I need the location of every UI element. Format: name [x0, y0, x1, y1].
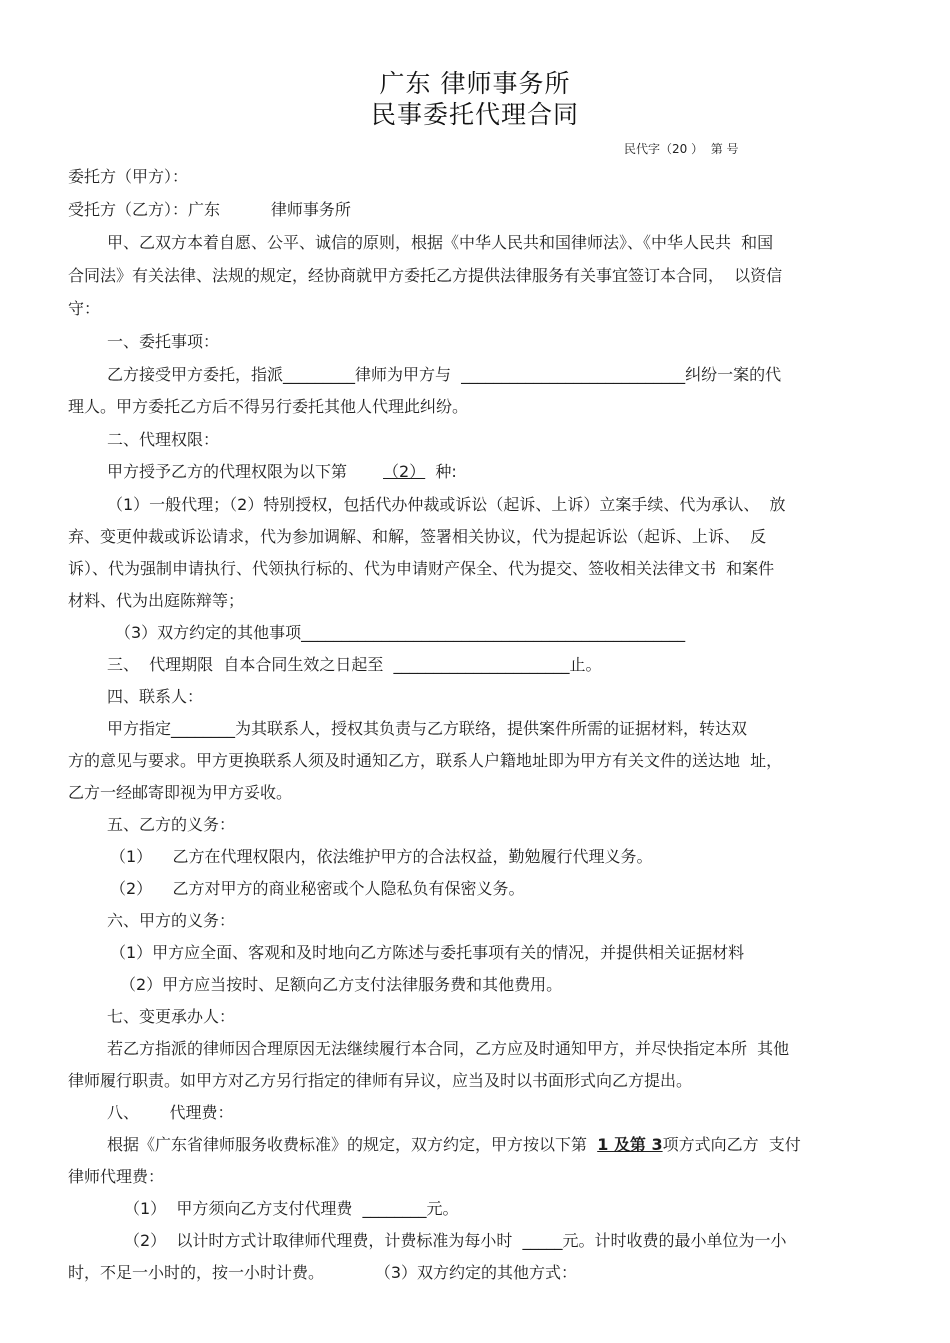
- section-2-heading: 二、代理权限：: [107, 430, 220, 449]
- section-2-line-6: （3）双方约定的其他事项________________________________________________: [115, 623, 686, 642]
- title-firm: 广东 律师事务所: [379, 69, 571, 98]
- section-5-item-1: （1） 乙方在代理权限内，依法维护甲方的合法权益，勤勉履行代理义务。: [110, 847, 653, 866]
- agent-party-line: 受托方（乙方）：广东 律师事务所: [68, 200, 351, 219]
- section-2-line-2: （1）一般代理；（2）特别授权，包括代办仲裁或诉讼（起诉、上诉）立案手续、代为承认、 放: [107, 495, 786, 514]
- section-6-item-1: （1）甲方应全面、客观和及时地向乙方陈述与委托事项有关的情况，并提供相关证据材料: [110, 943, 745, 962]
- section-5-item-2: （2） 乙方对甲方的商业秘密或个人隐私负有保密义务。: [110, 879, 525, 898]
- section-2-line-3: 弃、变更仲裁或诉讼请求，代为参加调解、和解，签署相关协议，代为提起诉讼（起诉、上诉、 反: [68, 527, 767, 546]
- section-5-heading: 五、乙方的义务：: [107, 815, 236, 834]
- section-1-line-2: 理人。甲方委托乙方后不得另行委托其他人代理此纠纷。: [68, 397, 469, 416]
- section-8-heading: 八、 代理费：: [107, 1103, 234, 1122]
- title-contract: 民事委托代理合同: [370, 100, 579, 129]
- section-2-line-4: 诉）、代为强制申请执行、代领执行标的、代为申请财产保全、代为提交、签收相关法律文书 和案件: [68, 559, 775, 578]
- section-3-line: 三、 代理期限 自本合同生效之日起至 ______________________止。: [107, 655, 602, 674]
- section-8-line-1: 根据《广东省律师服务收费标准》的规定，双方约定，甲方按以下第 1 及第 3项方式向乙方 支付: [107, 1135, 801, 1154]
- section-4-line-3: 乙方一经邮寄即视为甲方妥收。: [68, 783, 293, 802]
- section-4-heading: 四、联系人：: [107, 687, 204, 706]
- document-number: 民代字（20 ） 第 号: [624, 142, 739, 156]
- section-4-line-2: 方的意见与要求。甲方更换联系人须及时通知乙方，联系人户籍地址即为甲方有关文件的送达地 址，: [68, 751, 783, 770]
- authority-type-choice: （2）: [383, 462, 426, 481]
- section-7-line-1: 若乙方指派的律师因合理原因无法继续履行本合同，乙方应及时通知甲方，并尽快指定本所 其他: [107, 1039, 790, 1058]
- preamble-line-2: 合同法》有关法律、法规的规定，经协商就甲方委托乙方提供法律服务有关事宜签订本合同， 以资信: [68, 266, 783, 285]
- section-4-line-1: 甲方指定________为其联系人，授权其负责与乙方联络，提供案件所需的证据材料，转达双: [107, 719, 748, 738]
- section-2-line-5: 材料、代为出庭陈辩等；: [68, 591, 245, 610]
- section-8-item-2-cont: 时，不足一小时的，按一小时计费。 （3）双方约定的其他方式：: [68, 1263, 578, 1282]
- section-7-heading: 七、变更承办人：: [107, 1007, 236, 1026]
- section-8-line-2: 律师代理费：: [68, 1167, 165, 1186]
- preamble-line-1: 甲、乙双方本着自愿、公平、诚信的原则，根据《中华人民共和国律师法》、《中华人民共 和国: [107, 233, 774, 252]
- section-6-heading: 六、甲方的义务：: [107, 911, 236, 930]
- section-2-line-1: 甲方授予乙方的代理权限为以下第 （2） 种:: [107, 462, 457, 481]
- section-1-line-1: 乙方接受甲方委托，指派_________律师为甲方与 ____________________________纠纷一案的代: [107, 365, 782, 384]
- section-1-heading: 一、委托事项：: [107, 332, 220, 351]
- section-7-line-2: 律师履行职责。如甲方对乙方另行指定的律师有异议，应当及时以书面形式向乙方提出。: [68, 1071, 693, 1090]
- section-6-item-2: （2）甲方应当按时、足额向乙方支付法律服务费和其他费用。: [120, 975, 563, 994]
- section-8-item-2: （2） 以计时方式计取律师代理费，计费标准为每小时 _____元。计时收费的最小单位为一小: [124, 1231, 787, 1250]
- section-8-item-1: （1） 甲方须向乙方支付代理费 ________元。: [124, 1199, 459, 1218]
- fee-method-choice: 1 及第 3: [597, 1135, 663, 1154]
- principal-party-line: 委托方（甲方）：: [68, 167, 189, 186]
- preamble-line-3: 守：: [68, 299, 101, 318]
